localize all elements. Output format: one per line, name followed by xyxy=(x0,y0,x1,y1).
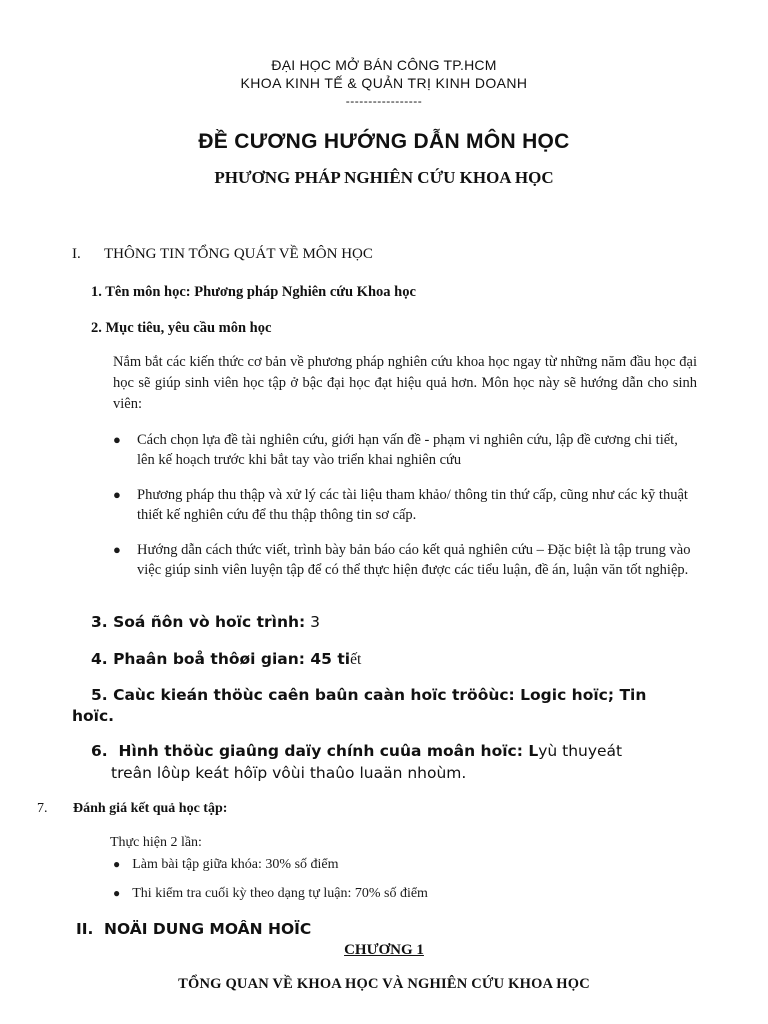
item-3-label: 3. Soá ñôn vò hoïc trình: xyxy=(91,613,306,631)
objectives-paragraph: Nắm bắt các kiến thức cơ bản về phương pháp nghiên cứu khoa học ngay từ những năm đầu học đại học sẽ giúp sinh viên học tập ở bậc đại học đạt hiệu quả hơn. Môn học này sẽ hướng dẫn cho sinh viên: xyxy=(113,354,697,412)
item-6-teaching-method xyxy=(91,742,622,760)
assessment-bullet-2 xyxy=(113,886,428,902)
section-1-heading xyxy=(72,246,373,263)
chapter-title: TỔNG QUAN VỀ KHOA HỌC VÀ NGHIÊN CỨU KHOA HỌC xyxy=(178,976,590,992)
section-2-title: NOÄI DUNG MOÂN HOÏC xyxy=(104,920,312,938)
subject-title: PHƯƠNG PHÁP NGHIÊN CỨU KHOA HỌC xyxy=(214,168,554,187)
item-1-course-name: 1. Tên môn học: Phương pháp Nghiên cứu Khoa học xyxy=(91,284,416,300)
item-4-time xyxy=(91,650,361,669)
document-title: ĐỀ CƯƠNG HƯỚNG DẪN MÔN HỌC xyxy=(198,130,570,153)
section-1-number: I. xyxy=(72,246,81,262)
objective-bullet-3-text: Hướng dẫn cách thức viết, trình bày bản báo cáo kết quả nghiên cứu – Đặc biệt là tập trung vào việc giúp sinh viên luyện tập để có thể thực hiện được các tiểu luận, đề án, luận văn tốt nghiệp. xyxy=(137,542,691,578)
objective-bullet-1 xyxy=(113,430,697,470)
item-7-title: Đánh giá kết quả học tập: xyxy=(73,801,228,816)
item-6-line-2 xyxy=(111,764,466,782)
chapter-label: CHƯƠNG 1 xyxy=(344,942,424,958)
section-2-number: II. xyxy=(76,920,94,938)
item-5-prerequisites-line-1: 5. Caùc kieán thöùc caên baûn caàn hoïc tröôùc: Logic hoïc; Tin xyxy=(91,686,647,704)
section-2-heading xyxy=(76,920,311,938)
section-1-title: THÔNG TIN TỔNG QUÁT VỀ MÔN HỌC xyxy=(104,246,373,262)
assessment-bullet-1-text: Làm bài tập giữa khóa: 30% số điểm xyxy=(132,857,339,872)
university-name: ĐẠI HỌC MỞ BÁN CÔNG TP.HCM xyxy=(271,57,497,73)
bullet-icon: ● xyxy=(113,886,121,900)
item-6-number: 6. xyxy=(91,742,108,760)
bullet-icon: ● xyxy=(113,857,121,871)
objective-bullet-1-text: Cách chọn lựa đề tài nghiên cứu, giới hạn vấn đề - phạm vi nghiên cứu, lập đề cương chi tiết, lên kế hoạch trước khi bắt tay vào triển khai nghiên cứu xyxy=(137,432,678,468)
assessment-bullet-2-text: Thi kiểm tra cuối kỳ theo dạng tự luận: 70% số điểm xyxy=(132,886,428,901)
item-3-value: 3 xyxy=(305,613,321,631)
objective-bullet-2 xyxy=(113,485,697,525)
assessment-intro: Thực hiện 2 lần: xyxy=(110,835,202,850)
faculty-name: KHOA KINH TẾ & QUẢN TRỊ KINH DOANH xyxy=(240,75,528,91)
bullet-icon: ● xyxy=(113,487,121,502)
item-6-label: Hình thöùc giaûng daïy chính cuûa moân hoïc: L xyxy=(118,742,539,760)
header-separator: ----------------- xyxy=(345,94,423,108)
item-6-value-1: yù thuyeát xyxy=(538,742,623,760)
item-6-value-2: treân lôùp keát hôïp vôùi thaûo luaän nhoùm. xyxy=(111,764,467,782)
bullet-icon: ● xyxy=(113,542,121,557)
assessment-bullet-1 xyxy=(113,857,339,873)
item-4-value: ết xyxy=(350,651,362,668)
objective-bullet-2-text: Phương pháp thu thập và xử lý các tài liệu tham khảo/ thông tin thứ cấp, cũng như các kỹ thuật thiết kế nghiên cứu để thu thập thông tin sơ cấp. xyxy=(137,487,688,523)
item-5-prerequisites-line-2: hoïc. xyxy=(72,707,115,725)
item-4-label: 4. Phaân boå thôøi gian: 45 ti xyxy=(91,650,351,668)
objective-bullet-3 xyxy=(113,540,697,580)
item-7-number: 7. xyxy=(37,801,48,816)
item-2-heading: 2. Mục tiêu, yêu cầu môn học xyxy=(91,320,272,336)
item-7-heading xyxy=(37,801,227,817)
bullet-icon: ● xyxy=(113,432,121,447)
item-3-credits xyxy=(91,613,320,631)
